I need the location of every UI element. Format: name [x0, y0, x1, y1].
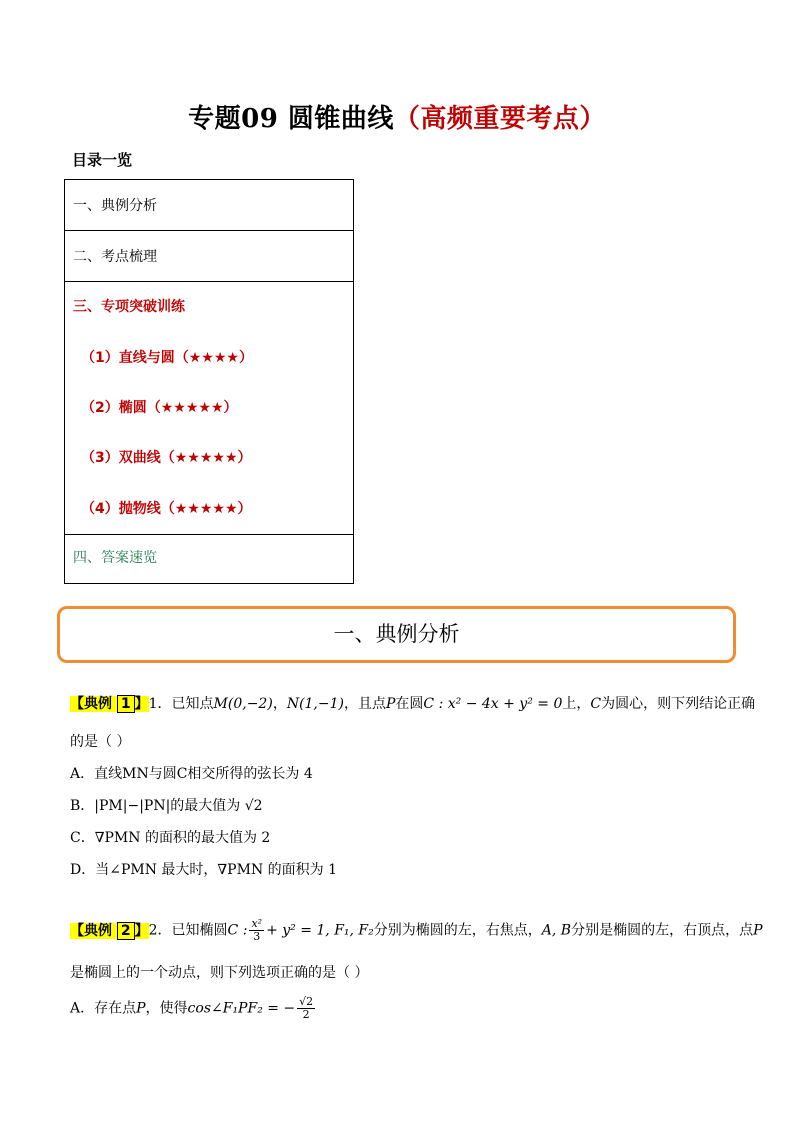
toc-item-analysis[interactable]: 一、典例分析: [73, 198, 157, 214]
ellipse-equation: + y² = 1, F₁, F₂: [266, 922, 374, 939]
example2-option-a: A．存在点P，使得cos∠F₁PF₂ = − $\frac{√2}{2}$: [70, 995, 314, 1021]
point-n: N(1,−1): [286, 696, 344, 712]
cos-fraction: $\frac{√2}{2}$: [299, 995, 314, 1021]
toc-row-1: [65, 180, 353, 231]
page-title: [0, 98, 794, 135]
ellipse-fraction: $\frac{\text{x²}}{3}$: [251, 917, 263, 943]
toc-item-answers[interactable]: 四、答案速览: [73, 550, 157, 566]
toc-label: 目录一览: [72, 151, 133, 169]
example1-stem: 【典例 1 】1．已知点M(0,−2)，N(1,−1)，且点P在圆C : x² − 4x + y² = 0上，C为圆心，则下列结论正确: [70, 696, 756, 712]
title-main: 专题09 圆锥曲线: [188, 104, 394, 134]
toc-row-4: [65, 535, 353, 583]
example2-stem: 【典例 2 】2．已知椭圆C : $\frac{\text{x²}}{3}$ + y² = 1, F₁, F₂分别为椭圆的左，右焦点，A, B分别是椭圆的左，右顶点，点P: [70, 917, 763, 943]
toc-sub-ellipse[interactable]: （2）椭圆（★★★★★）: [81, 400, 238, 416]
toc-item-training[interactable]: 三、专项突破训练: [73, 299, 185, 315]
toc-sub-line-circle[interactable]: （1）直线与圆（★★★★）: [81, 350, 253, 366]
example2-tag: 【典例 2 】: [70, 922, 149, 939]
example1-tag: 【典例 1 】: [70, 696, 149, 712]
section-banner: 一、典例分析: [57, 606, 736, 663]
example1-stem-line2: 的是（ ）: [70, 734, 131, 750]
example1-option-c: C．∇PMN 的面积的最大值为 2: [70, 830, 271, 846]
title-highlight: （高频重要考点）: [393, 104, 606, 134]
toc-sub-parabola[interactable]: （4）抛物线（★★★★★）: [81, 501, 252, 517]
example1-option-a: A．直线MN与圆C相交所得的弦长为 4: [70, 766, 313, 782]
toc-table: [64, 179, 354, 584]
toc-row-2: [65, 231, 353, 282]
point-m: M(0,−2): [213, 696, 273, 712]
circle-equation: C : x² − 4x + y² = 0: [423, 696, 563, 712]
toc-row-3: [65, 282, 353, 535]
toc-sub-hyperbola[interactable]: （3）双曲线（★★★★★）: [81, 450, 252, 466]
example2-stem-line2: 是椭圆上的一个动点，则下列选项正确的是（ ）: [70, 965, 369, 981]
example1-option-d: D．当∠PMN 最大时，∇PMN 的面积为 1: [70, 862, 337, 878]
example1-option-b: B．|PM|−|PN|的最大值为 √2: [70, 798, 263, 814]
toc-item-review[interactable]: 二、考点梳理: [73, 249, 157, 265]
